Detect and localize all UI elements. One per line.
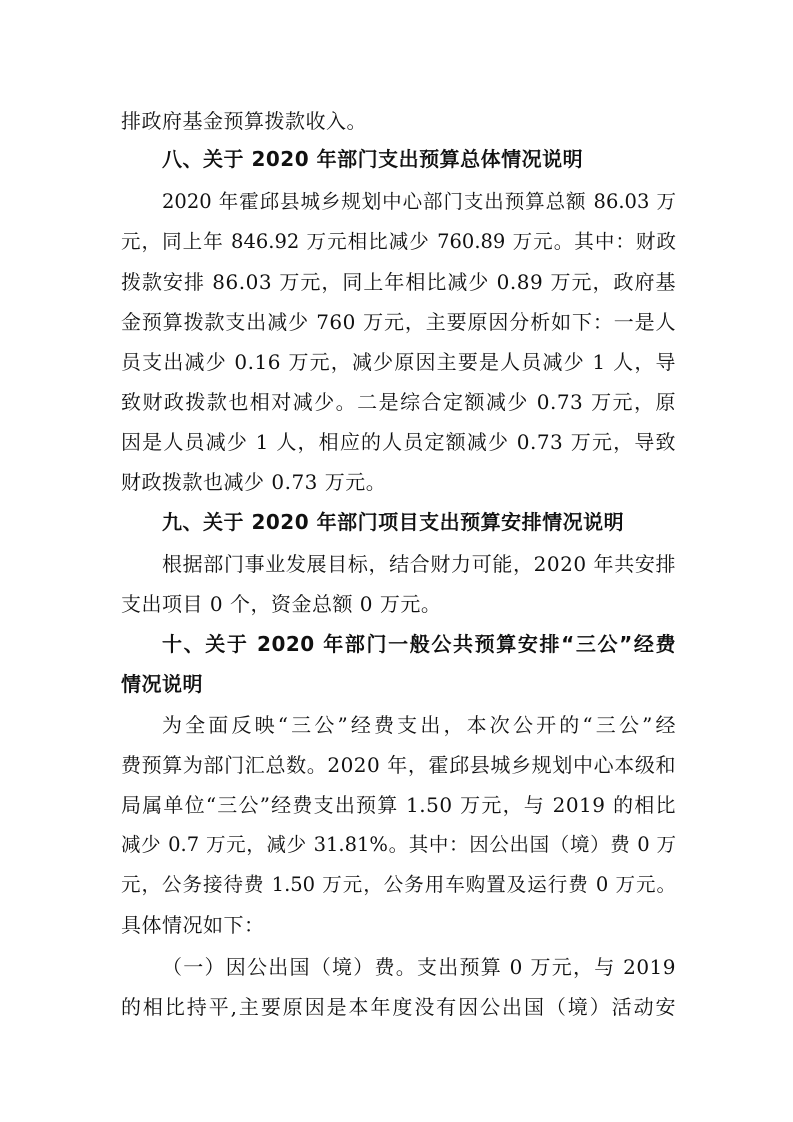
section-heading-10-continued: 情况说明 xyxy=(121,672,203,696)
body-text-line: 的相比持平,主要原因是本年度没有因公出国（境）活动安 xyxy=(121,995,676,1019)
section-heading-9: 九、关于 2020 年部门项目支出预算安排情况说明 xyxy=(162,510,625,534)
section-heading-10: 十、关于 2020 年部门一般公共预算安排“三公”经费 xyxy=(162,632,676,656)
body-text-line: 元，同上年 846.92 万元相比减少 760.89 万元。其中：财政 xyxy=(121,230,676,253)
body-text-line: 致财政拨款也相对减少。二是综合定额减少 0.73 万元，原 xyxy=(121,390,676,414)
body-text-line: 排政府基金预算拨款收入。 xyxy=(121,109,367,133)
section-heading-8: 八、关于 2020 年部门支出预算总体情况说明 xyxy=(162,147,584,171)
body-text-line: 2020 年霍邱县城乡规划中心部门支出预算总额 86.03 万 xyxy=(162,190,676,213)
body-text-line: 为全面反映“三公”经费支出，本次公开的“三公”经 xyxy=(162,713,676,737)
body-text-line: （一）因公出国（境）费。支出预算 0 万元，与 2019 xyxy=(162,955,676,979)
body-text-line: 财政拨款也减少 0.73 万元。 xyxy=(121,470,387,494)
body-text-line: 根据部门事业发展目标，结合财力可能，2020 年共安排 xyxy=(162,552,676,576)
body-text-line: 金预算拨款支出减少 760 万元，主要原因分析如下：一是人 xyxy=(121,310,676,334)
body-text-line: 因是人员减少 1 人，相应的人员定额减少 0.73 万元，导致 xyxy=(121,430,676,454)
body-text-line: 元，公务接待费 1.50 万元，公务用车购置及运行费 0 万元。 xyxy=(121,873,676,896)
body-text-line: 费预算为部门汇总数。2020 年，霍邱县城乡规划中心本级和 xyxy=(121,753,676,777)
body-text-line: 支出项目 0 个，资金总额 0 万元。 xyxy=(121,592,442,616)
body-text-line: 员支出减少 0.16 万元，减少原因主要是人员减少 1 人，导 xyxy=(121,350,676,374)
body-text-line: 具体情况如下： xyxy=(121,913,265,937)
body-text-line: 拨款安排 86.03 万元，同上年相比减少 0.89 万元，政府基 xyxy=(121,270,676,294)
body-text-line: 减少 0.7 万元，减少 31.81%。其中：因公出国（境）费 0 万 xyxy=(121,833,676,856)
body-text-line: 局属单位“三公”经费支出预算 1.50 万元，与 2019 的相比 xyxy=(121,793,676,817)
